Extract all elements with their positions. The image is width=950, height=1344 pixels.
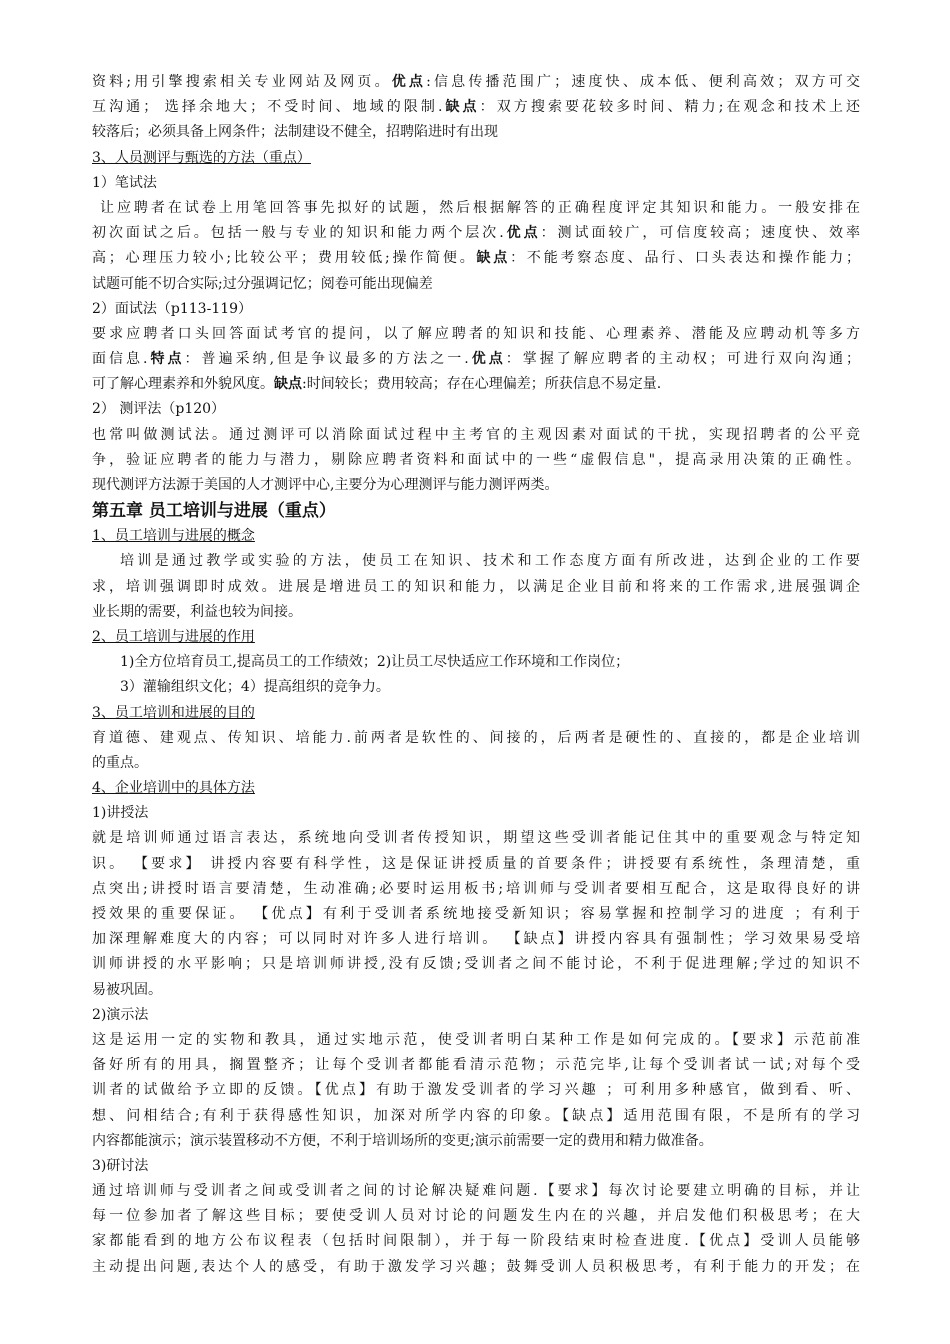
text-line: [92, 1053, 860, 1078]
text-line: [92, 575, 860, 600]
text-line: [92, 1028, 860, 1053]
text-run: 内容都能演示；演示装置移动不方便，不利于培训场所的变更;演示前需要一定的费用和精力做准备。: [92, 1132, 713, 1149]
text-line: [92, 70, 860, 95]
text-run: 育道德、建观点、传知识、培能力.前两者是软性的、间接的，后两者是硬性的、直接的，都是企业培训: [92, 729, 860, 746]
text-line: [92, 826, 860, 851]
chapter-heading: [92, 498, 860, 524]
text-line: [92, 95, 860, 120]
text-run: 就是培训师通过语言表达，系统地向受训者传授知识，期望这些受训者能记住其中的重要观念与特定知: [92, 830, 860, 847]
text-run: 这是运用一定的实物和教具，通过实地示范，使受训者明白某种工作是如何完成的。【要求】示范前准: [92, 1031, 860, 1048]
text-run: 2、员工培训与进展的作用: [92, 628, 255, 645]
text-run: 3）灌输组织文化；4）提高组织的竞争力。: [120, 679, 390, 696]
text-run: 2)演示法: [92, 1006, 149, 1023]
text-run: 主动提出问题,表达个人的感受，有助于激发学习兴趣；鼓舞受训人员积极思考，有利于能力的开发；在: [92, 1258, 860, 1275]
text-line: [92, 675, 860, 700]
text-line: [92, 272, 860, 297]
bold-keyword: 缺点: [476, 250, 511, 267]
text-run: ：普遍采纳,但是争议最多的方法之一.: [184, 351, 469, 368]
text-run: :信息传播范围广；速度快、成本低、便利高效；双方可交: [426, 74, 860, 90]
text-line: [92, 877, 860, 902]
text-run: 让应聘者在试卷上用笔回答事先拟好的试题，然后根据解答的正确程度评定其知识和能力。一般安排在: [100, 199, 860, 216]
text-line: [92, 927, 860, 952]
text-line: [92, 801, 860, 826]
text-line: [92, 726, 860, 751]
text-line: [92, 852, 860, 877]
text-run: 点突出;讲授时语言要清楚，生动准确;必要时运用板书;培训师与受训者要相互配合，这是取得良好的讲: [92, 880, 860, 897]
text-run: 2） 测评法（p120）: [92, 401, 226, 418]
bold-keyword: 优点: [391, 74, 427, 90]
text-run: 可了解心理素养和外貌风度。: [92, 376, 274, 393]
text-run: ：双方搜索要花较多时间、精力;在观念和技术上还: [479, 99, 860, 116]
text-run: 1）笔试法: [92, 174, 157, 191]
text-run: 培训是通过教学或实验的方法，使员工在知识、技术和工作态度方面有所改进，达到企业的工作要: [120, 553, 860, 570]
text-line: [92, 1229, 860, 1254]
text-run: 3)研讨法: [92, 1157, 149, 1174]
text-run: 2）面试法（p113-119）: [92, 300, 253, 317]
text-line: [92, 1003, 860, 1028]
text-run: 4、企业培训中的具体方法: [92, 780, 255, 797]
section-heading: [92, 776, 860, 801]
text-run: 备好所有的用具，搁置整齐；让每个受训者都能看清示范物；示范完毕,让每个受训者试一试;对每个受: [92, 1057, 860, 1074]
text-run: 试题可能不切合实际;过分强调记忆；阅卷可能出现偏差: [92, 275, 433, 292]
text-run: 加深理解难度大的内容；可以同时对许多人进行培训。 【缺点】讲授内容具有强制性；学习效果易受培: [92, 931, 860, 948]
text-run: 面信息.: [92, 351, 148, 368]
bold-keyword: 优点: [503, 225, 541, 242]
text-run: :时间较长；费用较高；存在心理偏差；所获信息不易定量.: [302, 376, 662, 393]
text-line: [92, 297, 860, 322]
text-line: [92, 902, 860, 927]
text-run: 3、员工培训和进展的目的: [92, 704, 255, 721]
section-heading: [92, 701, 860, 726]
text-run: ：不能考察态度、品行、口头表达和操作能力；: [510, 250, 860, 267]
text-run: ：掌握了解应聘者的主动权；可进行双向沟通；: [505, 351, 860, 368]
text-run: 争，验证应聘者的能力与潜力，剔除应聘者资料和面试中的一些“虚假信息"，提高录用决策的正确性。: [92, 451, 860, 468]
text-run: 每一位参加者了解这些目标；要使受训人员对讨论的问题发生内在的兴趣，并启发他们积极思考；在大: [92, 1208, 860, 1225]
text-line: [92, 952, 860, 977]
text-line: [92, 171, 860, 196]
text-run: 也常叫做测试法。通过测评可以消除面试过程中主考官的主观因素对面试的干扰，实现招聘者的公平竞: [92, 426, 860, 443]
text-run: 高；心理压力较小;比较公平；费用较低;操作简便。: [92, 250, 477, 267]
text-run: 1)讲授法: [92, 805, 149, 822]
section-heading: [92, 524, 860, 549]
text-run: 训师讲授的水平影响；只是培训师讲授,没有反馈;受训者之间不能讨论，不利于促进理解;学过的知识不: [92, 956, 860, 973]
text-line: [92, 322, 860, 347]
bold-keyword: 缺点: [442, 99, 480, 116]
text-run: 1、员工培训与进展的概念: [92, 528, 255, 545]
text-line: [92, 347, 860, 372]
text-run: ：测试面较广，可信度较高；速度快、效率: [540, 225, 860, 242]
text-run: 业长期的需要，利益也较为间接。: [92, 603, 302, 620]
text-line: [92, 549, 860, 574]
text-run: 的重点。: [92, 754, 148, 771]
text-run: 较落后；必须具备上网条件；法制建设不健全，招聘陷进时有出现: [92, 124, 498, 141]
text-line: [92, 372, 860, 397]
text-line: [92, 650, 860, 675]
text-run: 1)全方位培育员工,提高员工的工作绩效；2)让员工尽快适应工作环境和工作岗位；: [120, 654, 630, 671]
text-run: 互沟通； 选择余地大；不受时间、地域的限制.: [92, 99, 443, 116]
bold-keyword: 特点: [147, 351, 185, 368]
text-run: 家都能看到的地方公布议程表（包括时间限制），并于每一阶段结束时检查进度.【优点】受训人员能够: [92, 1233, 860, 1250]
text-line: [92, 1255, 860, 1280]
bold-keyword: 优点: [468, 351, 506, 368]
text-run: 3、人员测评与甄选的方法（重点）: [92, 149, 311, 166]
text-run: 求，培训强调即时成效。进展是增进员工的知识和能力，以满足企业目前和将来的工作需求,进展强调企: [92, 578, 860, 595]
text-run: 想、问相结合;有利于获得感性知识，加深对所学内容的印象。【缺点】适用范围有限，不是所有的学习: [92, 1107, 860, 1124]
text-run: 通过培训师与受训者之间或受训者之间的讨论解决疑难问题.【要求】每次讨论要建立明确的目标，并让: [92, 1183, 860, 1200]
text-run: 初次面试之后。包括一般与专业的知识和能力两个层次.: [92, 225, 504, 242]
document-page: [92, 70, 860, 1280]
text-line: [92, 751, 860, 776]
text-line: [92, 246, 860, 271]
text-line: [92, 1154, 860, 1179]
text-line: [92, 600, 860, 625]
text-run: 易被巩固。: [92, 981, 162, 998]
text-run: 资料;用引擎搜索相关专业网站及网页。: [92, 74, 392, 90]
text-line: [92, 397, 860, 422]
text-run: 现代测评方法源于美国的人才测评中心,主要分为心理测评与能力测评两类。: [92, 477, 559, 493]
bold-keyword: 缺点: [274, 376, 302, 393]
text-line: [92, 221, 860, 246]
text-line: [92, 1078, 860, 1103]
text-line: [92, 423, 860, 448]
text-run: 识。 【要求】 讲授内容要有科学性，这是保证讲授质量的首要条件；讲授要有系统性，条理清楚，重: [92, 855, 860, 872]
section-heading: [92, 146, 860, 171]
text-run: 训者的试做给予立即的反馈。【优点】有助于激发受训者的学习兴趣 ；可利用多种感官，做到看、听、: [92, 1082, 860, 1099]
text-run: 第五章 员工培训与进展（重点）: [92, 501, 336, 522]
text-line: [92, 196, 860, 221]
text-run: 授效果的重要保证。 【优点】有利于受训者系统地接受新知识；容易掌握和控制学习的进度 ；有利于: [92, 906, 860, 922]
text-line: [92, 448, 860, 473]
text-line: [92, 1204, 860, 1229]
text-line: [92, 978, 860, 1003]
text-line: [92, 1129, 860, 1154]
text-line: [92, 1179, 860, 1204]
text-line: [92, 1104, 860, 1129]
section-heading: [92, 625, 860, 650]
text-run: 要求应聘者口头回答面试考官的提问，以了解应聘者的知识和技能、心理素养、潜能及应聘动机等多方: [92, 325, 860, 342]
text-line: [92, 473, 860, 498]
text-line: [92, 120, 860, 145]
